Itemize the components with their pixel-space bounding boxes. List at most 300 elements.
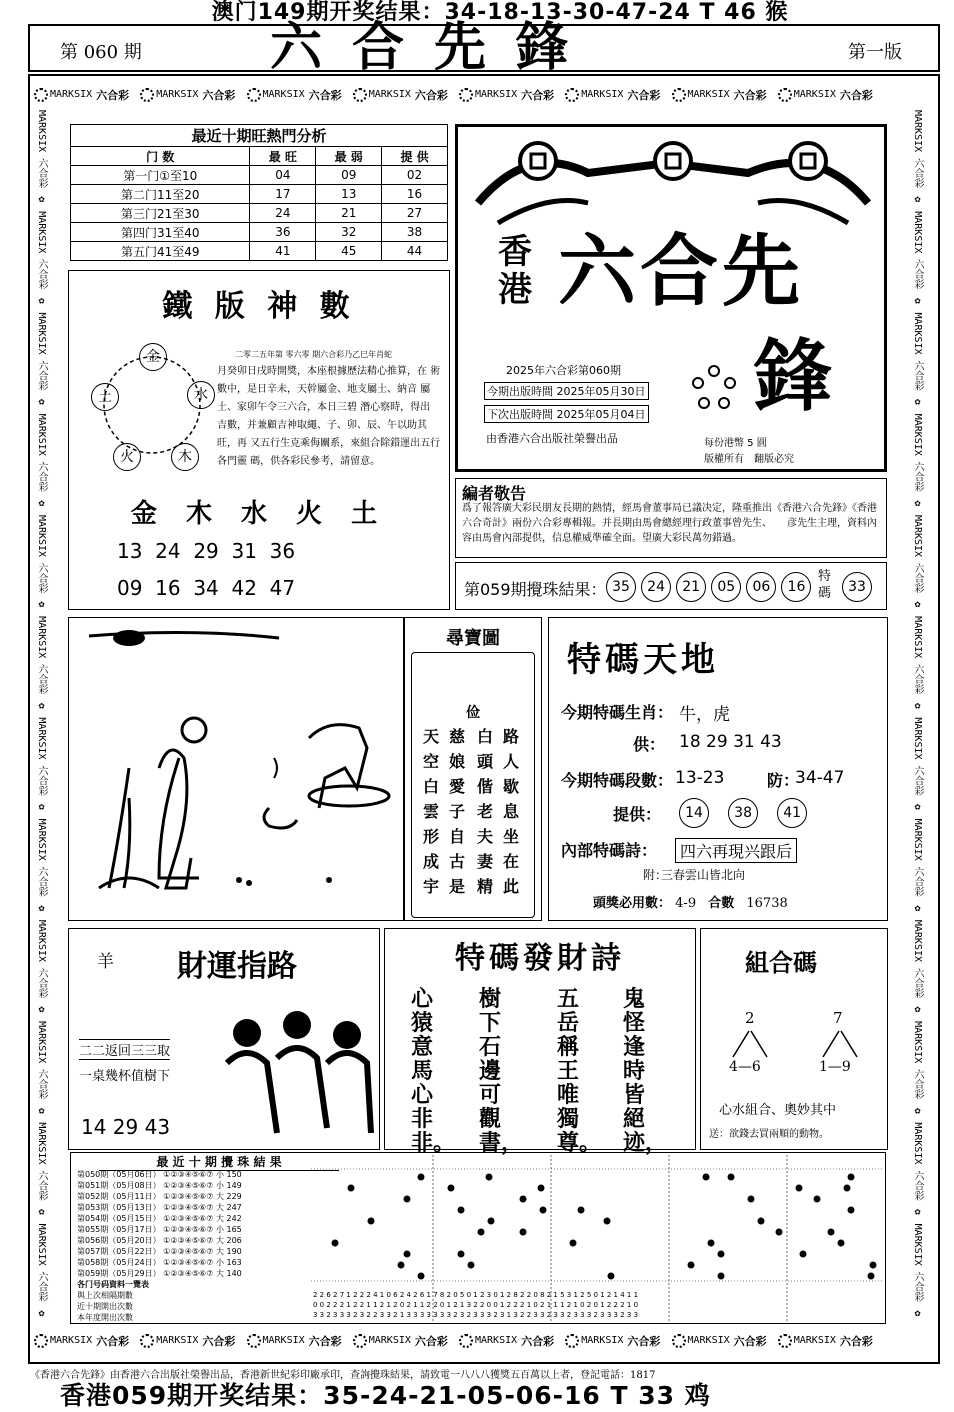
notice-title: 編者敬告	[462, 484, 527, 503]
history-row-size: 小	[215, 1258, 224, 1267]
rail-brand-cn: 六合彩	[36, 765, 47, 796]
rail-brand-en: MARKSIX	[36, 1223, 47, 1266]
rail-brand-en: MARKSIX	[912, 1223, 923, 1266]
history-row: 第059期（05月29日） ①②③④⑤⑥⑦ 大 140	[77, 1269, 242, 1278]
rail-brand-cn: 六合彩	[912, 360, 923, 391]
treasure-char: 精	[477, 877, 494, 896]
rail-brand-en: MARKSIX	[793, 1335, 836, 1346]
pub-label: 今期出版時間	[487, 385, 553, 398]
treasure-char: 成	[423, 852, 440, 871]
ball: 38	[728, 798, 758, 828]
iron-panel	[68, 270, 450, 610]
treasure-char: 坐	[503, 827, 520, 846]
rail-brand-en: MARKSIX	[581, 89, 624, 100]
poem-col-1: 鬼怪逢時皆絕迹，	[623, 986, 668, 1156]
cell: 04	[250, 166, 316, 185]
combo-left-top: 2	[745, 1009, 755, 1027]
treasure-char: 息	[503, 802, 520, 821]
flower-icon	[778, 88, 792, 102]
rail-brand-cn: 六合彩	[912, 968, 923, 999]
history-row-sum: 150	[226, 1170, 242, 1179]
wealth-zodiac: 羊	[97, 952, 114, 972]
special-panel	[548, 617, 888, 921]
next-label: 下次出版時間	[487, 408, 553, 421]
treasure-char: 老	[477, 802, 494, 821]
rail-brand-cn: 六合彩	[912, 1170, 923, 1201]
rail-brand-en: MARKSIX	[912, 1021, 923, 1064]
iron-title: 鐵 版 神 數	[162, 289, 356, 324]
guard-label: 防：	[767, 771, 800, 790]
history-row-sum: 229	[226, 1192, 242, 1201]
cell: 38	[382, 223, 448, 242]
rail-brand-cn: 六合彩	[36, 259, 47, 290]
rail-brand-cn: 六合彩	[36, 461, 47, 492]
element-fire: 火	[113, 443, 141, 471]
flower-icon	[565, 88, 579, 102]
rail-brand-cn: 六合彩	[627, 1334, 661, 1348]
poem-label: 內部特碼詩：	[561, 841, 658, 860]
ball: 41	[777, 798, 807, 828]
hot-table-title: 最近十期旺熱門分析	[71, 125, 448, 147]
wealth-line1: 二二返回三三取	[79, 1039, 170, 1060]
top-rail	[32, 84, 936, 106]
rail-brand-en: MARKSIX	[912, 312, 923, 355]
rail-brand-cn: 六合彩	[202, 1334, 236, 1348]
cell: 21	[316, 204, 382, 223]
rail-brand-cn: 六合彩	[96, 88, 130, 102]
result-059-label: 第059期攪珠結果：	[464, 580, 607, 599]
treasure-char: 在	[503, 852, 520, 871]
history-title: 最 近 十 期 攪 珠 結 果	[99, 1153, 339, 1171]
rail-brand-cn: 六合彩	[308, 1334, 342, 1348]
history-footer-row: 各门号码資料一覽表	[77, 1280, 149, 1289]
zodiac-label: 今期特碼生肖：	[561, 703, 674, 722]
history-footer-row: 與上次相隔期數	[77, 1291, 133, 1300]
history-row-label: 第050期（05月06日）	[77, 1170, 161, 1179]
range-value: 13-23	[675, 768, 725, 788]
table-row	[71, 242, 448, 261]
cell: 17	[250, 185, 316, 204]
history-row-size: 小	[215, 1170, 224, 1179]
combo-hint-text: 欲錢去買兩順的動物。	[729, 1129, 829, 1140]
rail-brand-cn: 六合彩	[36, 1069, 47, 1100]
history-row-sum: 163	[226, 1258, 242, 1267]
rail-brand-cn: 六合彩	[733, 88, 767, 102]
rail-brand-cn: 六合彩	[912, 1069, 923, 1100]
rail-brand-en: MARKSIX	[36, 312, 47, 355]
rail-brand-en: MARKSIX	[36, 110, 47, 153]
hot-table-header: 最 弱	[316, 147, 382, 166]
history-panel	[70, 1152, 886, 1324]
head-value: 4-9	[675, 896, 697, 911]
cover-next-row	[484, 405, 649, 423]
hot-table-header: 最 旺	[250, 147, 316, 166]
top-banner: 澳门149期开奖结果：34-18-13-30-47-24 T 46 猴	[211, 0, 789, 25]
next-date: 2025年05月04日	[556, 408, 646, 421]
history-row: 第050期（05月06日） ①②③④⑤⑥⑦ 小 150	[77, 1170, 242, 1179]
history-row: 第051期（05月08日） ①②③④⑤⑥⑦ 小 149	[77, 1181, 242, 1190]
cell: 32	[316, 223, 382, 242]
history-row-size: 小	[215, 1225, 224, 1234]
ball: 05	[711, 572, 741, 602]
ball: 16	[781, 572, 811, 602]
cell: 44	[382, 242, 448, 261]
rail-brand-en: MARKSIX	[793, 89, 836, 100]
treasure-char: 慈	[449, 727, 466, 746]
rail-brand-cn: 六合彩	[36, 158, 47, 189]
range-label: 今期特碼段數：	[561, 771, 674, 790]
rail-brand-en: MARKSIX	[912, 818, 923, 861]
history-footer-row: 本年度開出次數	[77, 1313, 133, 1322]
left-rail: MARKSIX 六合彩 ✿ MARKSIX 六合彩 ✿ MARKSIX 六合彩 ✿ MARKSIX 六合彩 ✿ MARKSIX 六合彩 ✿ MARKSIX 六合彩 ✿ MARKSIX 六合彩 ✿ MARKSIX 六合彩 ✿ MARKSIX 六合彩 ✿ MARKSIX 六合彩 ✿ MARKSIX 六合彩 ✿ MARKSIX 六合彩 ✿	[36, 110, 47, 1319]
rail-brand-cn: 六合彩	[308, 88, 342, 102]
head-row	[593, 892, 788, 911]
history-row-sum: 190	[226, 1247, 242, 1256]
cell: 第二门11至20	[71, 185, 250, 204]
flower-icon	[565, 1334, 579, 1348]
rail-brand-en: MARKSIX	[36, 616, 47, 659]
treasure-char: 宇	[423, 877, 440, 896]
history-row-sum: 206	[226, 1236, 242, 1245]
history-row-label: 第055期（05月17日）	[77, 1225, 161, 1234]
rail-brand-cn: 六合彩	[521, 1334, 555, 1348]
rail-brand-cn: 六合彩	[202, 88, 236, 102]
cell: 24	[250, 204, 316, 223]
rail-brand-en: MARKSIX	[912, 413, 923, 456]
ball: 06	[746, 572, 776, 602]
table-row	[71, 204, 448, 223]
rail-brand-cn: 六合彩	[912, 158, 923, 189]
flower-icon	[459, 1334, 473, 1348]
history-footer-row: 近十期開出次數	[77, 1302, 133, 1311]
rail-brand-en: MARKSIX	[36, 413, 47, 456]
table-row	[71, 185, 448, 204]
treasure-char: 子	[449, 802, 466, 821]
result-059-numbers	[606, 572, 811, 602]
ball: 24	[641, 572, 671, 602]
flower-icon	[353, 1334, 367, 1348]
svg-text:2 2 6 2 7 1 2 2 2 4 1 0 6 2 4: 2 2 6 2 7 1 2 2 2 4 1 0 6 2 4 2 6 1 7 8 2 0 5 0 1 2 3 0 1 2 8 2 2 0 8 2 1 5 3 1 2 5 0 1 2 1 4 1 1	[313, 1291, 639, 1299]
notice-panel	[455, 478, 887, 558]
supply-label: 供：	[633, 735, 666, 754]
rail-brand-cn: 六合彩	[839, 1334, 873, 1348]
treasure-char: 人	[503, 752, 520, 771]
history-row-size: 大	[215, 1247, 224, 1256]
history-row-label: 第058期（05月24日）	[77, 1258, 161, 1267]
rail-brand-cn: 六合彩	[912, 461, 923, 492]
flower-icon	[34, 1334, 48, 1348]
iron-numbers-2: 09 16 34 42 47	[117, 576, 296, 600]
ball: 14	[679, 798, 709, 828]
element-earth: 土	[91, 383, 119, 411]
flower-icon	[778, 1334, 792, 1348]
result-059-panel	[455, 562, 887, 610]
rail-brand-en: MARKSIX	[156, 89, 199, 100]
history-row-size: 大	[215, 1192, 224, 1201]
cover-rights: 版權所有 翻版必究	[704, 454, 794, 465]
rail-brand-en: MARKSIX	[912, 1122, 923, 1165]
rail-brand-cn: 六合彩	[36, 1170, 47, 1201]
history-row-size: 小	[215, 1181, 224, 1190]
rail-brand-en: MARKSIX	[912, 919, 923, 963]
flower-icon	[140, 1334, 154, 1348]
history-row: 第052期（05月11日） ①②③④⑤⑥⑦ 大 229	[77, 1192, 242, 1201]
rail-brand-en: MARKSIX	[687, 1335, 730, 1346]
ball: 21	[676, 572, 706, 602]
special-title: 特碼天地	[567, 640, 719, 680]
cover-hk: 香港	[498, 232, 532, 310]
cover-title: 六合先	[558, 226, 805, 317]
poem-value: 四六再現兴跟后	[675, 838, 797, 863]
wealth-line2: 一桌幾杯值樹下	[79, 1069, 171, 1084]
flower-icon	[459, 88, 473, 102]
cell: 第三门21至30	[71, 204, 250, 223]
rail-brand-cn: 六合彩	[733, 1334, 767, 1348]
rail-brand-en: MARKSIX	[581, 1335, 624, 1346]
history-row-label: 第052期（05月11日）	[77, 1192, 161, 1201]
history-row: 第056期（05月20日） ①②③④⑤⑥⑦ 大 206	[77, 1236, 242, 1245]
rail-brand-en: MARKSIX	[50, 89, 93, 100]
treasure-char: 白	[423, 777, 440, 796]
rail-brand-en: MARKSIX	[687, 89, 730, 100]
provide-balls	[679, 798, 807, 828]
history-row-label: 第053期（05月13日）	[77, 1203, 161, 1212]
treasure-panel	[404, 617, 542, 921]
treasure-char: 自	[449, 827, 466, 846]
svg-text:3 3 2 3 3 3 2 3 2 2 3 3 2 1 3: 3 3 2 3 3 3 2 3 2 2 3 3 2 1 3 3 3 3 3 3 3 2 3 2 3 3 3 2 3 1 3 2 2 3 3 2 3 3 2 3 3 3 2 3 3 3 2 3 3	[313, 1311, 639, 1319]
rail-brand-cn: 六合彩	[912, 664, 923, 695]
zodiac-value: 牛，虎	[679, 705, 730, 725]
rail-brand-en: MARKSIX	[368, 1335, 411, 1346]
treasure-char: 愛	[449, 777, 466, 796]
ring-dots-icon	[690, 365, 738, 413]
history-row-sum: 242	[226, 1214, 242, 1223]
hot-table-header: 提 供	[382, 147, 448, 166]
cell: 27	[382, 204, 448, 223]
rail-brand-cn: 六合彩	[912, 259, 923, 290]
rail-brand-cn: 六合彩	[912, 563, 923, 594]
history-row-size: 大	[215, 1203, 224, 1212]
history-row-sum: 149	[226, 1181, 242, 1190]
rail-brand-cn: 六合彩	[414, 88, 448, 102]
history-dot-grid	[311, 1155, 883, 1321]
svg-text:0 0 2 2 2 1 2 2 1 1 2 1 2 0 2: 0 0 2 2 2 1 2 2 1 1 2 1 2 0 2 1 1 2 2 0 1 2 1 3 2 2 0 0 1 2 2 2 1 0 2 1 1 1 2 1 0 2 0 1 2 2 2 1 0	[313, 1301, 639, 1309]
treasure-char: 天	[423, 727, 440, 746]
rail-brand-cn: 六合彩	[839, 88, 873, 102]
treasure-char: 路	[503, 727, 520, 746]
treasure-char: 頭	[477, 752, 494, 771]
rail-brand-en: MARKSIX	[36, 717, 47, 760]
rail-brand-cn: 六合彩	[414, 1334, 448, 1348]
sum-value: 16738	[746, 896, 788, 911]
cell: 45	[316, 242, 382, 261]
rail-brand-en: MARKSIX	[36, 1021, 47, 1064]
rail-brand-cn: 六合彩	[36, 968, 47, 999]
masthead	[28, 17, 940, 78]
ball: 35	[606, 572, 636, 602]
treasure-char: 古	[449, 852, 466, 871]
treasure-char: 雲	[423, 802, 440, 821]
flower-icon	[247, 1334, 261, 1348]
rail-brand-en: MARKSIX	[36, 818, 47, 861]
flower-icon	[353, 88, 367, 102]
rail-brand-en: MARKSIX	[912, 211, 923, 254]
wealth-numbers: 14 29 43	[81, 1115, 171, 1139]
note-label: 附：	[643, 868, 668, 882]
treasure-title: 尋寶圖	[446, 628, 500, 649]
provide-label: 提供：	[613, 805, 662, 824]
rail-brand-en: MARKSIX	[912, 717, 923, 760]
cell: 13	[316, 185, 382, 204]
treasure-char: 娘	[449, 752, 466, 771]
history-row-label: 第057期（05月22日）	[77, 1247, 161, 1256]
treasure-char: 白	[477, 727, 494, 746]
history-row-size: 大	[215, 1236, 224, 1245]
history-row: 第058期（05月24日） ①②③④⑤⑥⑦ 小 163	[77, 1258, 242, 1267]
poem-col-4: 心猿意馬心非非。	[411, 986, 456, 1156]
rail-brand-cn: 六合彩	[912, 866, 923, 897]
poem-col-3: 樹下石邊可觀書，	[479, 986, 524, 1156]
rail-brand-cn: 六合彩	[912, 1271, 923, 1302]
poem-col-2: 五岳稱王唯獨尊。	[557, 986, 602, 1156]
rail-brand-cn: 六合彩	[36, 664, 47, 695]
flower-icon	[140, 88, 154, 102]
rail-brand-en: MARKSIX	[36, 514, 47, 558]
pub-date: 2025年05月30日	[556, 385, 646, 398]
history-row-label: 第051期（05月08日）	[77, 1181, 161, 1190]
wealth-panel	[68, 928, 380, 1150]
flower-icon	[34, 88, 48, 102]
treasure-char: 歇	[503, 777, 520, 796]
cover-publisher: 由香港六合出版社榮譽出品	[486, 432, 618, 445]
bottom-banner: 香港059期开奖结果：35-24-21-05-06-16 T 33 鸡	[60, 1381, 711, 1410]
rail-brand-en: MARKSIX	[50, 1335, 93, 1346]
supply-value: 18 29 31 43	[679, 732, 782, 752]
issue-number: 第 060 期	[60, 42, 142, 63]
iron-header: 二零二五年第 零六零 期六合彩乃乙巳年肖蛇	[235, 350, 393, 359]
rail-brand-en: MARKSIX	[912, 110, 923, 153]
rail-brand-cn: 六合彩	[36, 1271, 47, 1302]
notice-text: 爲了報答廣大彩民朋友長期的熱情，經馬會董事局已議决定，隆重推出《香港六合先鋒》《香港六合奇計》兩份六合彩專輯報。并長期由馬會總經理行政董事曾先生、 彦先生主理，資料內容由馬會內部提供，信息權威準確全面。望廣大彩民萬勿錯過。	[462, 503, 877, 544]
history-row-size: 大	[215, 1269, 224, 1278]
history-row-sum: 247	[226, 1203, 242, 1212]
rail-brand-cn: 六合彩	[36, 563, 47, 594]
table-row	[71, 223, 448, 242]
hot-table	[70, 124, 448, 261]
cell: 09	[316, 166, 382, 185]
cover-price: 每份港幣 5 圓	[704, 438, 767, 449]
combo-right-lines	[817, 1029, 863, 1059]
illustration-panel	[68, 617, 404, 921]
history-row-size: 大	[215, 1214, 224, 1223]
combo-panel	[700, 928, 888, 1150]
iron-body: 月癸卯日戌時開獎，本座根據歷法精心推算，在 術數中，是日辛未，天幹屬金、地支屬土、納音 屬土、家卯午令三六合，本日三碧 潛心察時，得出 吉數，并兼顧吉神取繩、子、卯、辰、午以助其旺，再 又五行生克乘侮關系，來組合除錯運出五行各門靈 碼，供各彩民參考，請留意。	[217, 366, 441, 467]
history-row: 第057期（05月22日） ①②③④⑤⑥⑦ 大 190	[77, 1247, 242, 1256]
history-row-sum: 165	[226, 1225, 242, 1234]
edition-label: 第一版	[848, 42, 902, 63]
treasure-char: 空	[423, 752, 440, 771]
rail-brand-cn: 六合彩	[521, 88, 555, 102]
rail-brand-en: MARKSIX	[368, 89, 411, 100]
rail-brand-en: MARKSIX	[262, 89, 305, 100]
history-row: 第055期（05月17日） ①②③④⑤⑥⑦ 小 165	[77, 1225, 242, 1234]
footer-note: 《香港六合先鋒》由香港六合出版社榮譽出品，香港新世紀彩印廠承印，查詢攪珠結果，請致電一八八八獲獎五百萬以上者，登記電話：1817	[30, 1370, 656, 1381]
head-label: 頭獎必用數：	[593, 896, 672, 911]
flower-icon	[672, 88, 686, 102]
cover-issue-line: 2025年六合彩第060期	[506, 364, 621, 377]
flower-icon	[672, 1334, 686, 1348]
poem-panel	[384, 928, 696, 1156]
iron-element-row: 金 木 水 火 土	[130, 499, 388, 529]
special-label: 特碼	[818, 569, 832, 601]
cover-panel	[455, 124, 887, 472]
note-value: 三春雲山皆北向	[661, 868, 746, 882]
history-row: 第053期（05月13日） ①②③④⑤⑥⑦ 大 247	[77, 1203, 242, 1212]
rail-brand-en: MARKSIX	[912, 514, 923, 558]
cover-feng: 鋒	[754, 331, 833, 422]
wealth-title: 財運指路	[177, 949, 297, 984]
combo-right-top: 7	[833, 1009, 843, 1027]
special-ball: 33	[842, 572, 872, 602]
hot-table-header: 门 数	[71, 147, 250, 166]
crowd-illustration	[207, 1003, 377, 1143]
rail-brand-cn: 六合彩	[627, 88, 661, 102]
flower-icon	[247, 88, 261, 102]
guard-value: 34-47	[795, 768, 845, 788]
cell: 36	[250, 223, 316, 242]
combo-left-lines	[727, 1029, 773, 1059]
rail-brand-cn: 六合彩	[36, 866, 47, 897]
element-water: 水	[187, 381, 215, 409]
element-wood: 木	[171, 443, 199, 471]
history-row-label: 第056期（05月20日）	[77, 1236, 161, 1245]
cell: 41	[250, 242, 316, 261]
cell: 第四门31至40	[71, 223, 250, 242]
hot-table-panel	[70, 124, 450, 264]
poem-title: 特碼發財詩	[455, 941, 625, 976]
rail-brand-en: MARKSIX	[36, 1122, 47, 1165]
combo-title: 組合碼	[745, 948, 817, 977]
table-row	[71, 166, 448, 185]
cover-pub-row	[484, 382, 649, 400]
history-row-label: 第059期（05月29日）	[77, 1269, 161, 1278]
combo-caption: 心水組合、奧妙其中	[719, 1103, 837, 1118]
element-metal: 金	[139, 343, 167, 371]
rail-brand-en: MARKSIX	[36, 211, 47, 254]
rail-brand-cn: 六合彩	[912, 765, 923, 796]
combo-right-bottom: 1—9	[819, 1059, 851, 1075]
combo-left-bottom: 4—6	[729, 1059, 761, 1075]
history-labels	[77, 1169, 313, 1323]
cell: 第一门①至10	[71, 166, 250, 185]
treasure-char: 妻	[477, 852, 494, 871]
rail-brand-cn: 六合彩	[96, 1334, 130, 1348]
cell: 第五门41至49	[71, 242, 250, 261]
treasure-top: 俭	[466, 705, 480, 721]
rail-brand-en: MARKSIX	[475, 1335, 518, 1346]
history-row-sum: 140	[226, 1269, 242, 1278]
right-rail: MARKSIX 六合彩 ✿ MARKSIX 六合彩 ✿ MARKSIX 六合彩 ✿ MARKSIX 六合彩 ✿ MARKSIX 六合彩 ✿ MARKSIX 六合彩 ✿ MARKSIX 六合彩 ✿ MARKSIX 六合彩 ✿ MARKSIX 六合彩 ✿ MARKSIX 六合彩 ✿ MARKSIX 六合彩 ✿ MARKSIX 六合彩 ✿	[912, 110, 923, 1319]
cell: 02	[382, 166, 448, 185]
iron-numbers-1: 13 24 29 31 36	[117, 539, 296, 563]
treasure-char: 是	[449, 877, 466, 896]
masthead-title: 六合先鋒	[270, 17, 599, 78]
rail-brand-en: MARKSIX	[475, 89, 518, 100]
sum-label: 合數	[708, 896, 735, 911]
treasure-char: 夫	[477, 827, 494, 846]
history-row: 第054期（05月15日） ①②③④⑤⑥⑦ 大 242	[77, 1214, 242, 1223]
treasure-char: 形	[423, 827, 440, 846]
